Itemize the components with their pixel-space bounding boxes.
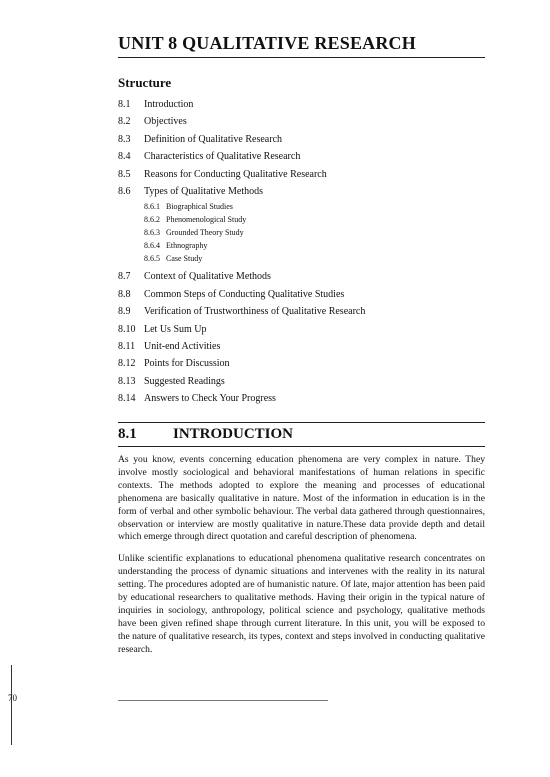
toc-subitem: 8.6.5 Case Study [144, 254, 203, 264]
section-heading [118, 422, 485, 447]
structure-heading: Structure [118, 75, 172, 90]
toc-item: 8.9 Verification of Trustworthiness of Qualitative Research [118, 306, 366, 318]
toc-item: 8.4 Characteristics of Qualitative Research [118, 151, 301, 163]
toc-subitem: 8.6.4 Ethnography [144, 241, 208, 251]
toc-subitem: 8.6.2 Phenomenological Study [144, 215, 247, 225]
toc-item: 8.8 Common Steps of Conducting Qualitative Studies [118, 288, 345, 300]
toc-item: 8.1 Introduction [118, 99, 194, 110]
footer-rule [118, 700, 328, 701]
margin-line [11, 665, 12, 745]
toc-item: 8.2 Objectives [118, 116, 187, 128]
page-number: 70 [8, 693, 17, 703]
toc-item: 8.14 Answers to Check Your Progress [118, 393, 276, 405]
toc-item: 8.10 Let Us Sum Up [118, 323, 207, 335]
toc-item: 8.3 Definition of Qualitative Research [118, 133, 283, 145]
toc-subitem: 8.6.3 Grounded Theory Study [144, 228, 244, 238]
paragraph: As you know, events concerning education phenomena are very complex in nature. They involve mostly sociological and behavioral manifestations of human relations in specific contexts. The methods adopted to explore the meaning and processes of educational phenomena are basically qualitative in nature. Most of the information in education is in the form of verbal and other symbolic behaviour. The verbal data gathered through questionnaires, observation or interview are mostly qualitative in nature.These data provide depth and detail which emerge through direct quotation and careful description of phenomena. [118, 454, 485, 543]
unit-title: UNIT 8 QUALITATIVE RESEARCH [118, 33, 485, 58]
toc-subitems [118, 200, 498, 265]
section-title: INTRODUCTION [173, 426, 294, 442]
paragraph: Unlike scientific explanations to educational phenomena qualitative research concentrates on understanding the process of dynamic situations and intervenes with the reality in its natural setting. The procedures adopted are of humanistic nature. Of late, major attention has been paid by educational researchers to qualitative methods. Having their origin in the typical nature of inquiries in sociology, anthropology, political science and psychology, qualitative methods have been given refined shape through current literature. In this unit, you will be exposed to the nature of qualitative research, its types, context and steps involved in conducting qualitative research. [118, 553, 485, 655]
toc-item: 8.5 Reasons for Conducting Qualitative Research [118, 168, 327, 180]
toc-item: 8.7 Context of Qualitative Methods [118, 271, 271, 283]
toc-item: 8.12 Points for Discussion [118, 358, 230, 370]
toc-item: 8.13 Suggested Readings [118, 375, 225, 387]
section-number: 8.1 [118, 426, 137, 442]
toc-item: 8.6 Types of Qualitative Methods [118, 186, 263, 198]
table-of-contents [118, 96, 498, 408]
toc-item: 8.11 Unit-end Activities [118, 341, 221, 353]
body-text [118, 454, 485, 666]
toc-subitem: 8.6.1 Biographical Studies [144, 202, 233, 212]
